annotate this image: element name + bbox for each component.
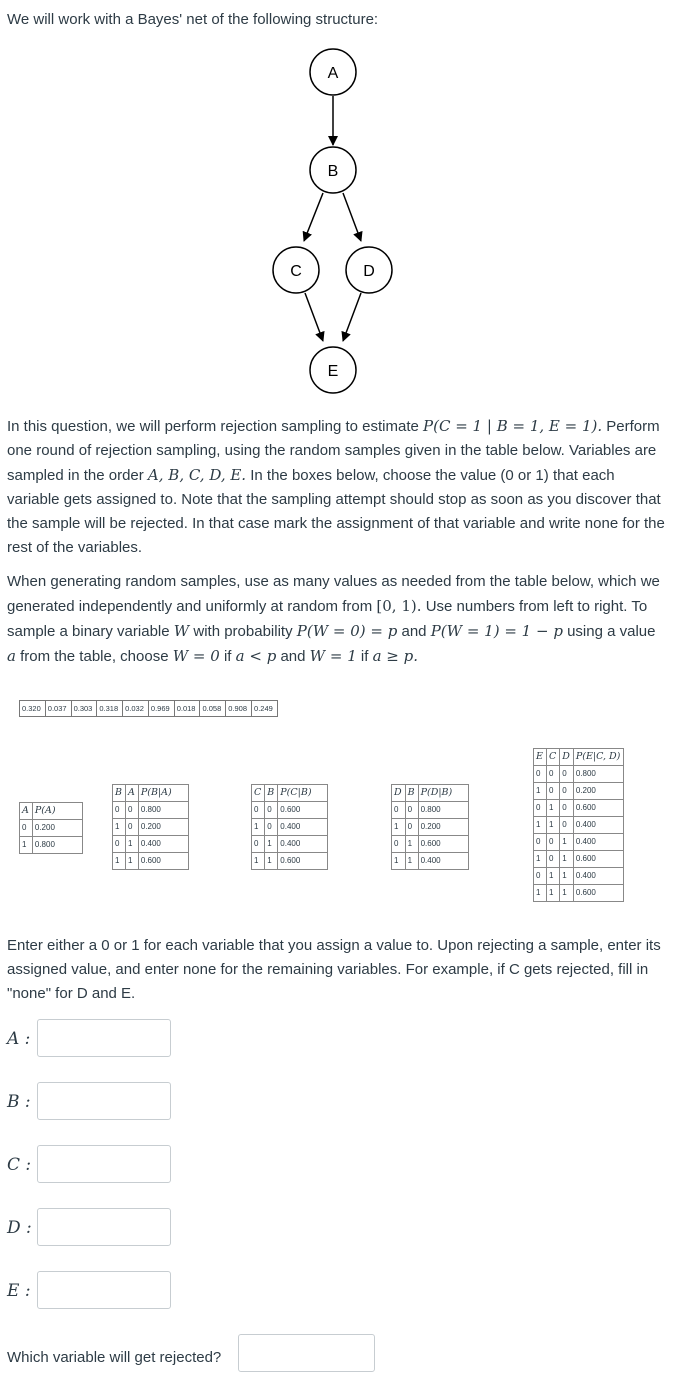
table-row: 0 0 0.800 bbox=[113, 802, 189, 819]
table-row: 1 0.800 bbox=[20, 837, 83, 854]
interval: [0, 1). bbox=[376, 597, 422, 615]
edge-b-c bbox=[304, 193, 323, 241]
table-row: 0 1 0 0.600 bbox=[534, 800, 624, 817]
node-c bbox=[273, 247, 319, 293]
node-a bbox=[310, 49, 356, 95]
answer-input-d[interactable] bbox=[37, 1208, 171, 1246]
answer-label-e: E : bbox=[7, 1281, 31, 1301]
query-expression: P(C = 1 | B = 1, E = 1). bbox=[423, 417, 603, 435]
cpt-c-table: C B P(C|B) 0 0 0.600 1 0 0.400 0 1 0.400 1 1 0.600 bbox=[251, 784, 328, 870]
table-row: 1 0 1 0.600 bbox=[534, 851, 624, 868]
answer-input-a[interactable] bbox=[37, 1019, 171, 1057]
sampling-order: A, B, C, D, E. bbox=[147, 466, 247, 484]
table-row: 1 0 0.400 bbox=[252, 819, 328, 836]
random-value: 0.058 bbox=[200, 701, 226, 717]
table-row: 0 1 0.400 bbox=[113, 836, 189, 853]
node-b bbox=[310, 147, 356, 193]
node-e bbox=[310, 347, 356, 393]
question-paragraph-2: When generating random samples, use as many values as needed from the table below, which we generated independently and uniformly at random from [0, 1). Use numbers from left to right. To sample a binary variable W with probability P(W = 0) = p and P(W = 1) = 1 − p using a value a from the table, choose W = 0 if a < p and W = 1 if a ≥ p. bbox=[7, 573, 660, 665]
rejected-variable-input[interactable] bbox=[238, 1334, 375, 1372]
cpt-a-table: A P(A) 0 0.200 1 0.800 bbox=[19, 802, 83, 854]
random-values-table bbox=[19, 700, 278, 717]
node-d-label: D bbox=[363, 263, 375, 280]
table-row: 1 0 0.200 bbox=[113, 819, 189, 836]
table-row: 0 1 0.600 bbox=[392, 836, 469, 853]
answer-input-c[interactable] bbox=[37, 1145, 171, 1183]
random-value: 0.249 bbox=[252, 701, 278, 717]
table-row: 1 0 0.200 bbox=[392, 819, 469, 836]
table-row: 0 1 0.400 bbox=[252, 836, 328, 853]
node-d bbox=[346, 247, 392, 293]
table-row: 0 0 0.800 bbox=[392, 802, 469, 819]
answer-input-b[interactable] bbox=[37, 1082, 171, 1120]
cpt-e-table: E C D P(E|C, D) 0 0 0 0.800 1 0 0 0.200 0 1 0 0.600 1 1 0 0.400 0 0 1 0.400 1 0 1 0.600 0 1 1 0.400 1 1 1 0.600 bbox=[533, 748, 624, 902]
answer-label-a: A : bbox=[7, 1029, 31, 1049]
table-row: 1 1 0.400 bbox=[392, 853, 469, 870]
rejected-question-label: Which variable will get rejected? bbox=[7, 1349, 222, 1366]
answer-label-b: B : bbox=[7, 1092, 31, 1112]
node-c-label: C bbox=[290, 263, 302, 280]
random-value: 0.318 bbox=[97, 701, 123, 717]
table-row: 0 0 0.600 bbox=[252, 802, 328, 819]
table-row: 1 1 0.600 bbox=[252, 853, 328, 870]
table-row: 1 1 0.600 bbox=[113, 853, 189, 870]
random-value: 0.969 bbox=[148, 701, 174, 717]
bayes-net-graph bbox=[0, 40, 675, 400]
edge-b-d bbox=[343, 193, 361, 241]
intro-text: We will work with a Bayes' net of the following structure: bbox=[7, 11, 379, 28]
random-values-row bbox=[20, 701, 278, 717]
edge-d-e bbox=[343, 293, 361, 341]
answer-label-c: C : bbox=[7, 1155, 32, 1175]
answer-input-e[interactable] bbox=[37, 1271, 171, 1309]
instructions-text: Enter either a 0 or 1 for each variable that you assign a value to. Upon rejecting a sample, enter its assigned value, and enter none for the remaining variables. For example, if C gets rejected, fill in "none" for D and E. bbox=[7, 937, 661, 1002]
node-a-label: A bbox=[327, 65, 339, 82]
question-paragraph-1: In this question, we will perform rejection sampling to estimate P(C = 1 | B = 1, E = 1). Perform one round of rejection sampling, using the random samples given in the table below. Variables are sampled in the order A, B, C, D, E. In the boxes below, choose the value (0 or 1) that each variable gets assigned to. Note that the sampling attempt should stop as soon as you discover that the sample will be rejected. In that case mark the assignment of that variable and write none for the rest of the variables. bbox=[7, 417, 665, 556]
random-value: 0.032 bbox=[123, 701, 149, 717]
random-value: 0.303 bbox=[71, 701, 97, 717]
node-e-label: E bbox=[327, 363, 339, 380]
random-value: 0.320 bbox=[20, 701, 46, 717]
table-row: 1 0 0 0.200 bbox=[534, 783, 624, 800]
table-row: 0 1 1 0.400 bbox=[534, 868, 624, 885]
cpt-b-table: B A P(B|A) 0 0 0.800 1 0 0.200 0 1 0.400 1 1 0.600 bbox=[112, 784, 189, 870]
random-value: 0.018 bbox=[174, 701, 200, 717]
table-row: 0 0.200 bbox=[20, 820, 83, 837]
answer-label-d: D : bbox=[7, 1218, 32, 1238]
cpt-d-table: D B P(D|B) 0 0 0.800 1 0 0.200 0 1 0.600 1 1 0.400 bbox=[391, 784, 469, 870]
table-row: 0 0 1 0.400 bbox=[534, 834, 624, 851]
node-b-label: B bbox=[327, 163, 339, 180]
table-row: 1 1 1 0.600 bbox=[534, 885, 624, 902]
random-value: 0.908 bbox=[226, 701, 252, 717]
table-row: 1 1 0 0.400 bbox=[534, 817, 624, 834]
edge-c-e bbox=[305, 293, 323, 341]
table-row: 0 0 0 0.800 bbox=[534, 766, 624, 783]
random-value: 0.037 bbox=[45, 701, 71, 717]
